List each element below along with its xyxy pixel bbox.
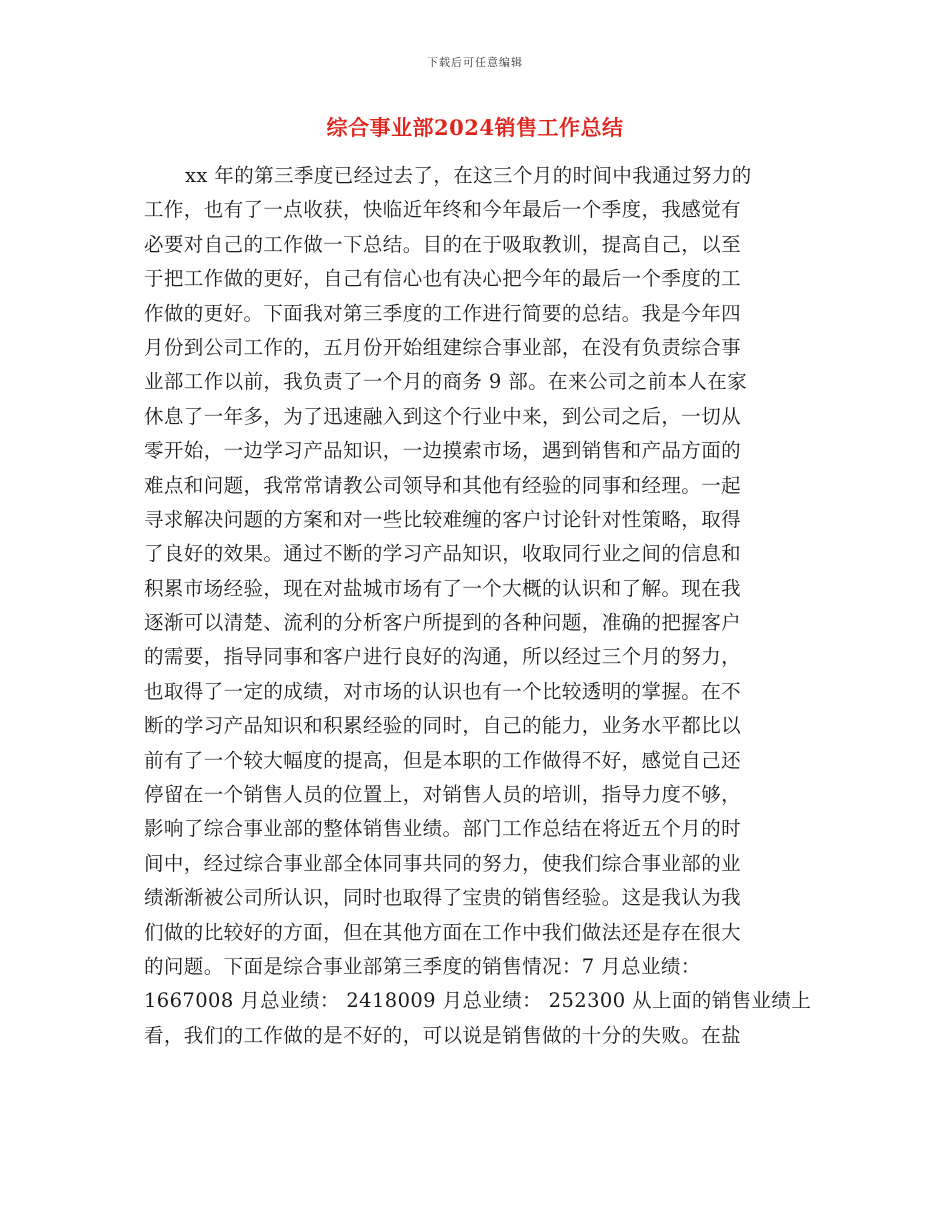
text-line: 积累市场经验，现在对盐城市场有了一个大概的认识和了解。现在我 [144,576,742,600]
text-line: 工作，也有了一点收获，快临近年终和今年最后一个季度，我感觉有 [144,198,742,222]
text-line: 绩渐渐被公司所认识，同时也取得了宝贵的销售经验。这是我认为我 [144,886,742,910]
text-line: 停留在一个销售人员的位置上，对销售人员的培训，指导力度不够， [144,783,742,807]
text-line: 休息了一年多，为了迅速融入到这个行业中来，到公司之后，一切从 [144,404,742,428]
text-line: 难点和问题，我常常请教公司领导和其他有经验的同事和经理。一起 [144,473,742,497]
text-line: 看，我们的工作做的是不好的，可以说是销售做的十分的失败。在盐 [144,1023,742,1047]
text-line: 逐渐可以清楚、流利的分析客户所提到的各种问题，准确的把握客户 [144,611,742,635]
text-line: 们做的比较好的方面，但在其他方面在工作中我们做法还是存在很大 [144,920,742,944]
document-title: 综合事业部2024销售工作总结 [326,115,624,140]
text-line: 前有了一个较大幅度的提高，但是本职的工作做得不好，感觉自己还 [144,748,742,772]
text-line: 影响了综合事业部的整体销售业绩。部门工作总结在将近五个月的时 [144,817,742,841]
text-line: 业部工作以前，我负责了一个月的商务 9 部。在来公司之前本人在家 [144,370,748,394]
text-line: 间中，经过综合事业部全体同事共同的努力，使我们综合事业部的业 [144,851,742,875]
text-line: 必要对自己的工作做一下总结。目的在于吸取教训，提高自己，以至 [144,232,742,256]
text-line: 的问题。下面是综合事业部第三季度的销售情况：7 月总业绩： [144,954,701,978]
text-line: 月份到公司工作的，五月份开始组建综合事业部，在没有负责综合事 [144,335,742,359]
text-line: 作做的更好。下面我对第三季度的工作进行简要的总结。我是今年四 [144,301,742,325]
text-line: 于把工作做的更好，自己有信心也有决心把今年的最后一个季度的工 [144,267,742,291]
text-line: 断的学习产品知识和积累经验的同时，自己的能力，业务水平都比以 [144,714,742,738]
text-line: 寻求解决问题的方案和对一些比较难缠的客户讨论针对性策略，取得 [144,507,742,531]
header-note: 下载后可任意编辑 [427,56,523,69]
text-line: xx 年的第三季度已经过去了，在这三个月的时间中我通过努力的 [185,164,752,187]
text-line: 了良好的效果。通过不断的学习产品知识，收取同行业之间的信息和 [144,542,742,566]
text-line: 的需要，指导同事和客户进行良好的沟通，所以经过三个月的努力， [144,645,742,669]
text-line: 1667008 月总业绩： 2418009 月总业绩： 252300 从上面的销售业绩上 [144,989,812,1013]
text-line: 零开始，一边学习产品知识，一边摸索市场，遇到销售和产品方面的 [144,439,742,463]
text-line: 也取得了一定的成绩，对市场的认识也有一个比较透明的掌握。在不 [144,679,742,703]
body-text [144,159,824,1053]
